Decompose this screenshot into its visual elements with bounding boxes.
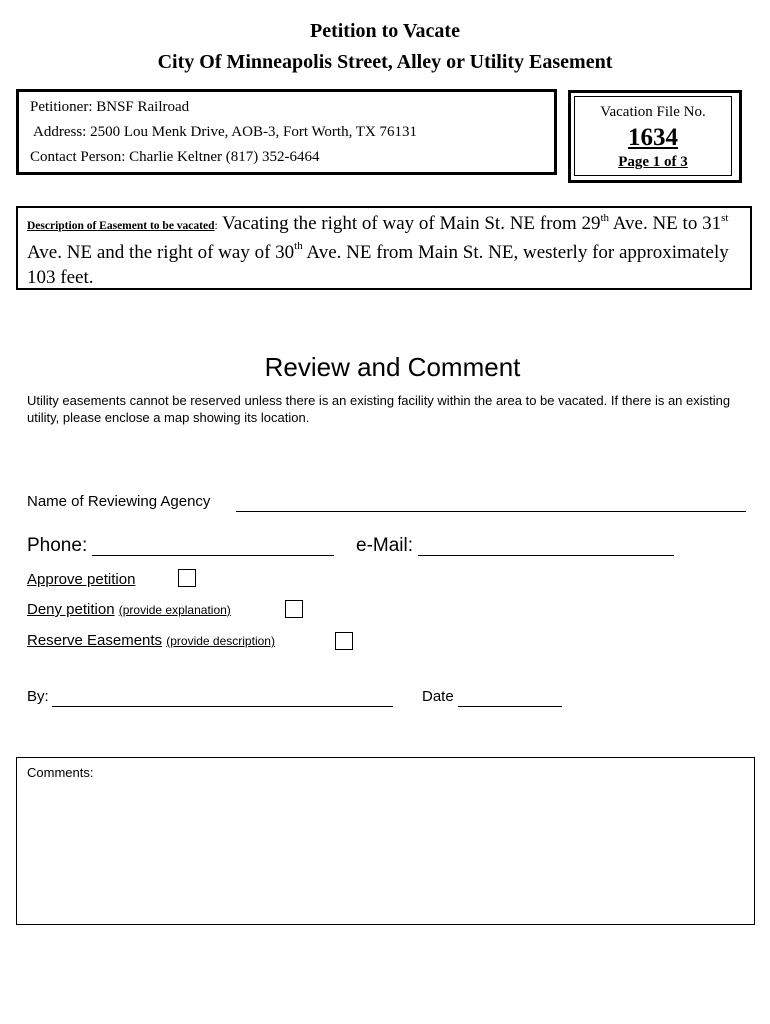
form-subtitle: City Of Minneapolis Street, Alley or Utility Easement (157, 51, 613, 73)
vacation-file-label: Vacation File No. (600, 104, 706, 120)
email-field[interactable] (418, 555, 674, 556)
date-field[interactable] (458, 706, 562, 707)
vacation-file-number: 1634 (628, 124, 678, 151)
review-note: Utility easements cannot be reserved unless there is an existing facility within the area to be vacated. If there is an existing utility, please enclose a map showing its location. (27, 393, 731, 425)
address-line: Address: 2500 Lou Menk Drive, AOB-3, Fort Worth, TX 76131 (33, 124, 418, 140)
form-title: Petition to Vacate (310, 20, 460, 42)
petitioner-line: Petitioner: BNSF Railroad (30, 99, 190, 115)
contact-line: Contact Person: Charlie Keltner (817) 352-6464 (30, 149, 320, 165)
email-label: e-Mail: (356, 535, 414, 556)
agency-label: Name of Reviewing Agency (27, 493, 211, 510)
phone-field[interactable] (92, 555, 334, 556)
description-label: Description of Easement to be vacated (27, 220, 215, 232)
date-label: Date (422, 688, 454, 705)
approve-checkbox[interactable] (178, 569, 196, 587)
description-text: Description of Easement to be vacated: Vacating the right of way of Main St. NE from 29th Ave. NE to 31st Ave. NE and the right of way of 30th Ave. NE from Main St. NE, westerly for approximately 103 feet. (27, 211, 729, 288)
by-label: By: (27, 688, 49, 705)
deny-checkbox[interactable] (285, 600, 303, 618)
vacation-file-box (568, 90, 742, 183)
comments-label: Comments: (27, 765, 94, 780)
approve-label: Approve petition (27, 571, 136, 588)
agency-field[interactable] (236, 511, 746, 512)
comments-box[interactable] (16, 757, 755, 925)
petitioner-box (16, 89, 557, 175)
reserve-checkbox[interactable] (335, 632, 353, 650)
phone-label: Phone: (27, 535, 88, 556)
reserve-label: Reserve Easements (provide description) (27, 632, 275, 649)
deny-label: Deny petition (provide explanation) (27, 601, 231, 618)
description-box (16, 206, 752, 290)
vacation-file-inner (574, 96, 732, 176)
review-heading: Review and Comment (264, 352, 521, 382)
page-indicator: Page 1 of 3 (618, 154, 688, 170)
by-field[interactable] (52, 706, 393, 707)
